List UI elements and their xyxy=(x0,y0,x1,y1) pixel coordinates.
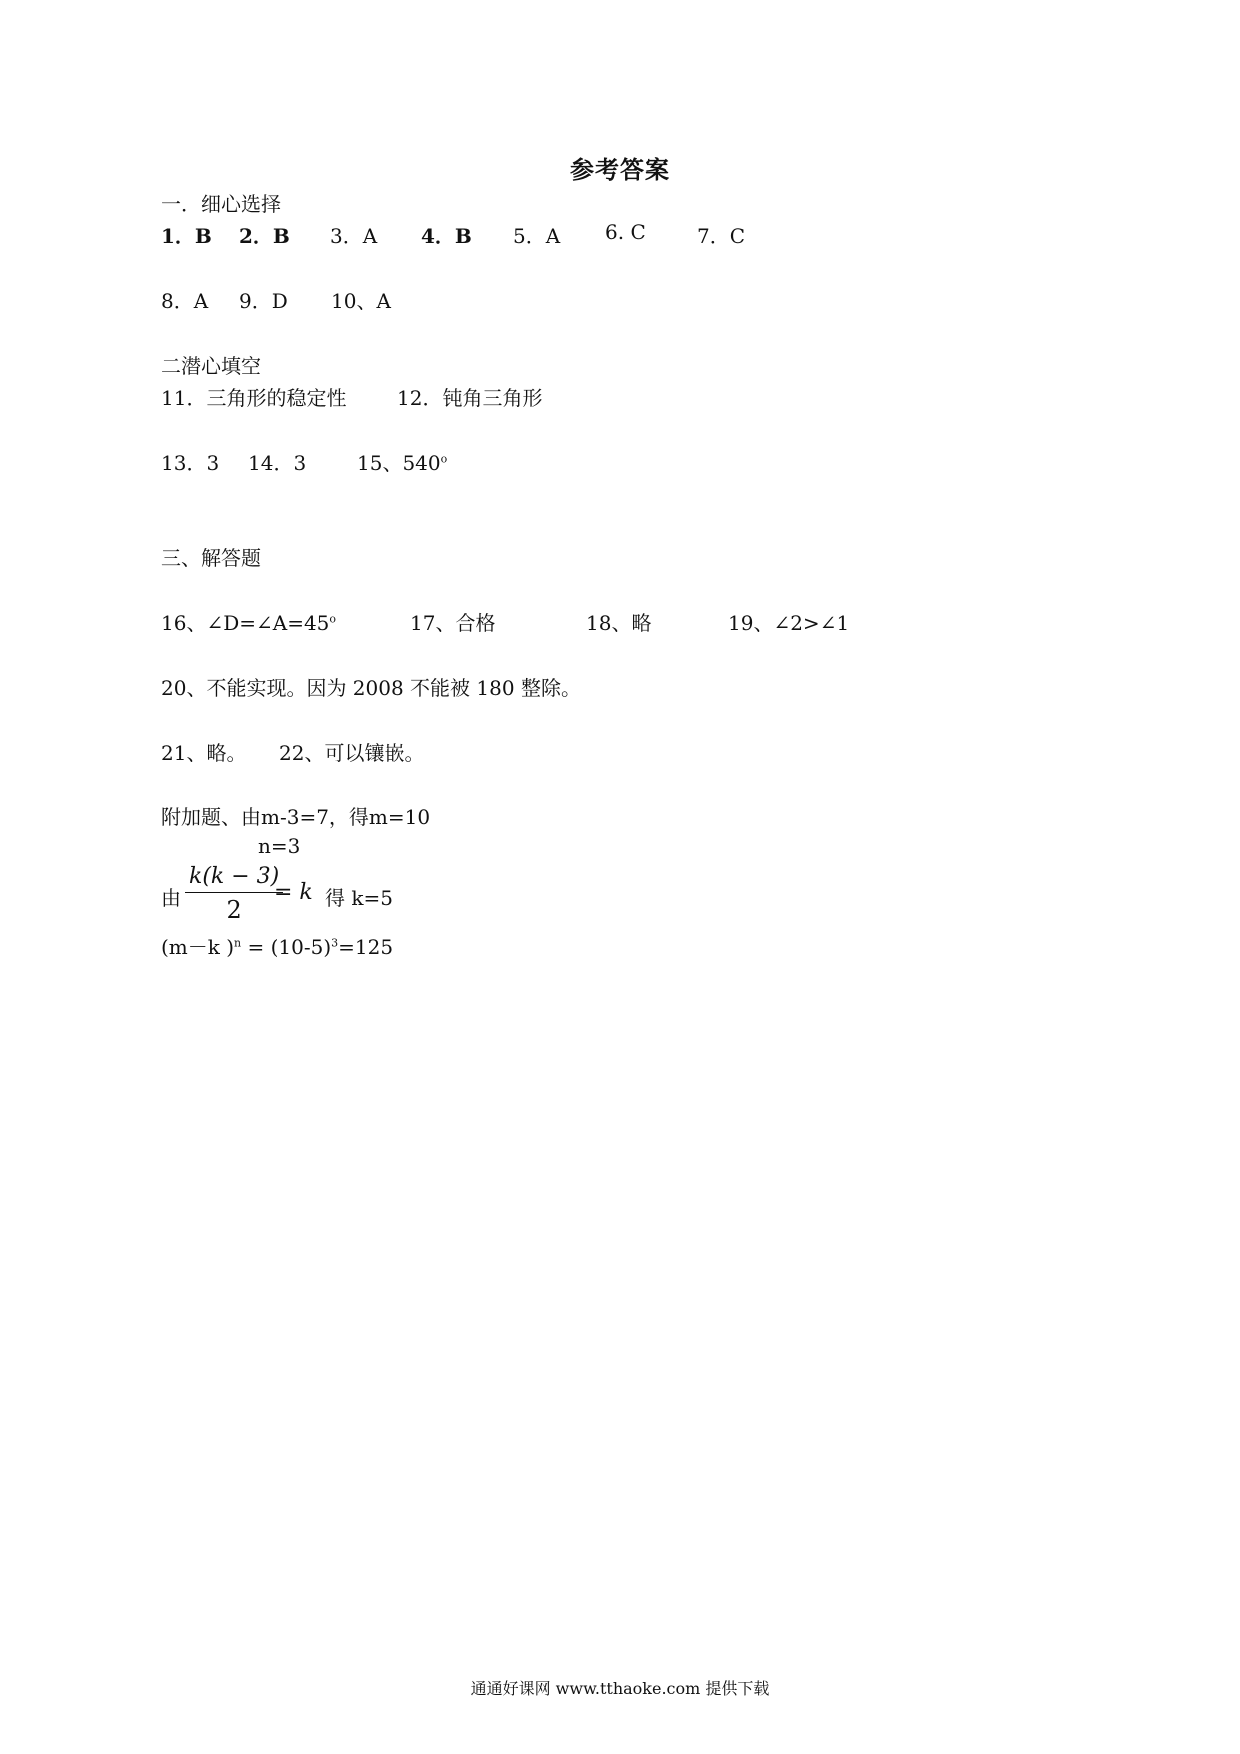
answer-11: 11．三角形的稳定性 xyxy=(161,386,347,410)
extra-line4-mid: = (10-5) xyxy=(247,935,332,959)
fraction-numerator: k(k − 3) xyxy=(185,862,283,893)
answer-14: 14．3 xyxy=(248,451,307,475)
section3-heading: 三、解答题 xyxy=(161,546,261,570)
extra-line4-base: (m－k ) xyxy=(161,935,235,959)
answer-13: 13．3 xyxy=(161,451,220,475)
answer-8: 8．A xyxy=(161,289,209,313)
extra-result-k: 得 k=5 xyxy=(325,886,393,910)
answer-4: 4．B xyxy=(421,224,472,248)
answer-3: 3．A xyxy=(330,224,378,248)
section2-heading: 二潜心填空 xyxy=(161,354,261,378)
page-footer: 通通好课网 www.tthaoke.com 提供下载 xyxy=(470,1679,770,1698)
answer-7: 7．C xyxy=(697,224,746,248)
extra-you: 由 xyxy=(161,886,181,910)
answer-17: 17、合格 xyxy=(410,611,496,635)
answer-6: 6. C xyxy=(605,220,646,244)
answer-9: 9．D xyxy=(239,289,288,313)
extra-line4-exp-n: n xyxy=(234,936,242,950)
answer-16: 16、$\angle D=\angle A=45^o$ xyxy=(161,611,337,635)
extra-line1-text: 附加题、由m-3=7，得m=10 xyxy=(161,805,431,829)
section1-heading: 一．细心选择 xyxy=(161,192,281,216)
extra-n-value: n=3 xyxy=(258,834,301,858)
answer-2: 2．B xyxy=(239,224,290,248)
extra-line4 xyxy=(161,931,393,960)
answer-21: 21、略。 xyxy=(161,741,247,765)
fraction-denominator: 2 xyxy=(226,896,242,924)
extra-equals-k: = k xyxy=(274,880,313,905)
extra-line4-exp-3: 3 xyxy=(331,936,339,950)
answer-5: 5．A xyxy=(513,224,561,248)
answer-1: 1．B xyxy=(161,224,212,248)
answer-10: 10、A xyxy=(331,289,391,313)
answer-18: 18、略 xyxy=(586,611,652,635)
extra-fraction xyxy=(185,862,283,927)
answer-15: 15、540$^o$ xyxy=(357,451,448,475)
extra-line4-result: =125 xyxy=(338,935,394,959)
answer-12: 12．钝角三角形 xyxy=(397,386,543,410)
answer-22: 22、可以镶嵌。 xyxy=(279,741,425,765)
answer-20-text: 20、不能实现。因为 2008 不能被 180 整除。 xyxy=(161,676,581,700)
page-title: 参考答案 xyxy=(570,155,670,184)
answer-19: 19、∠2>∠1 xyxy=(728,611,850,635)
